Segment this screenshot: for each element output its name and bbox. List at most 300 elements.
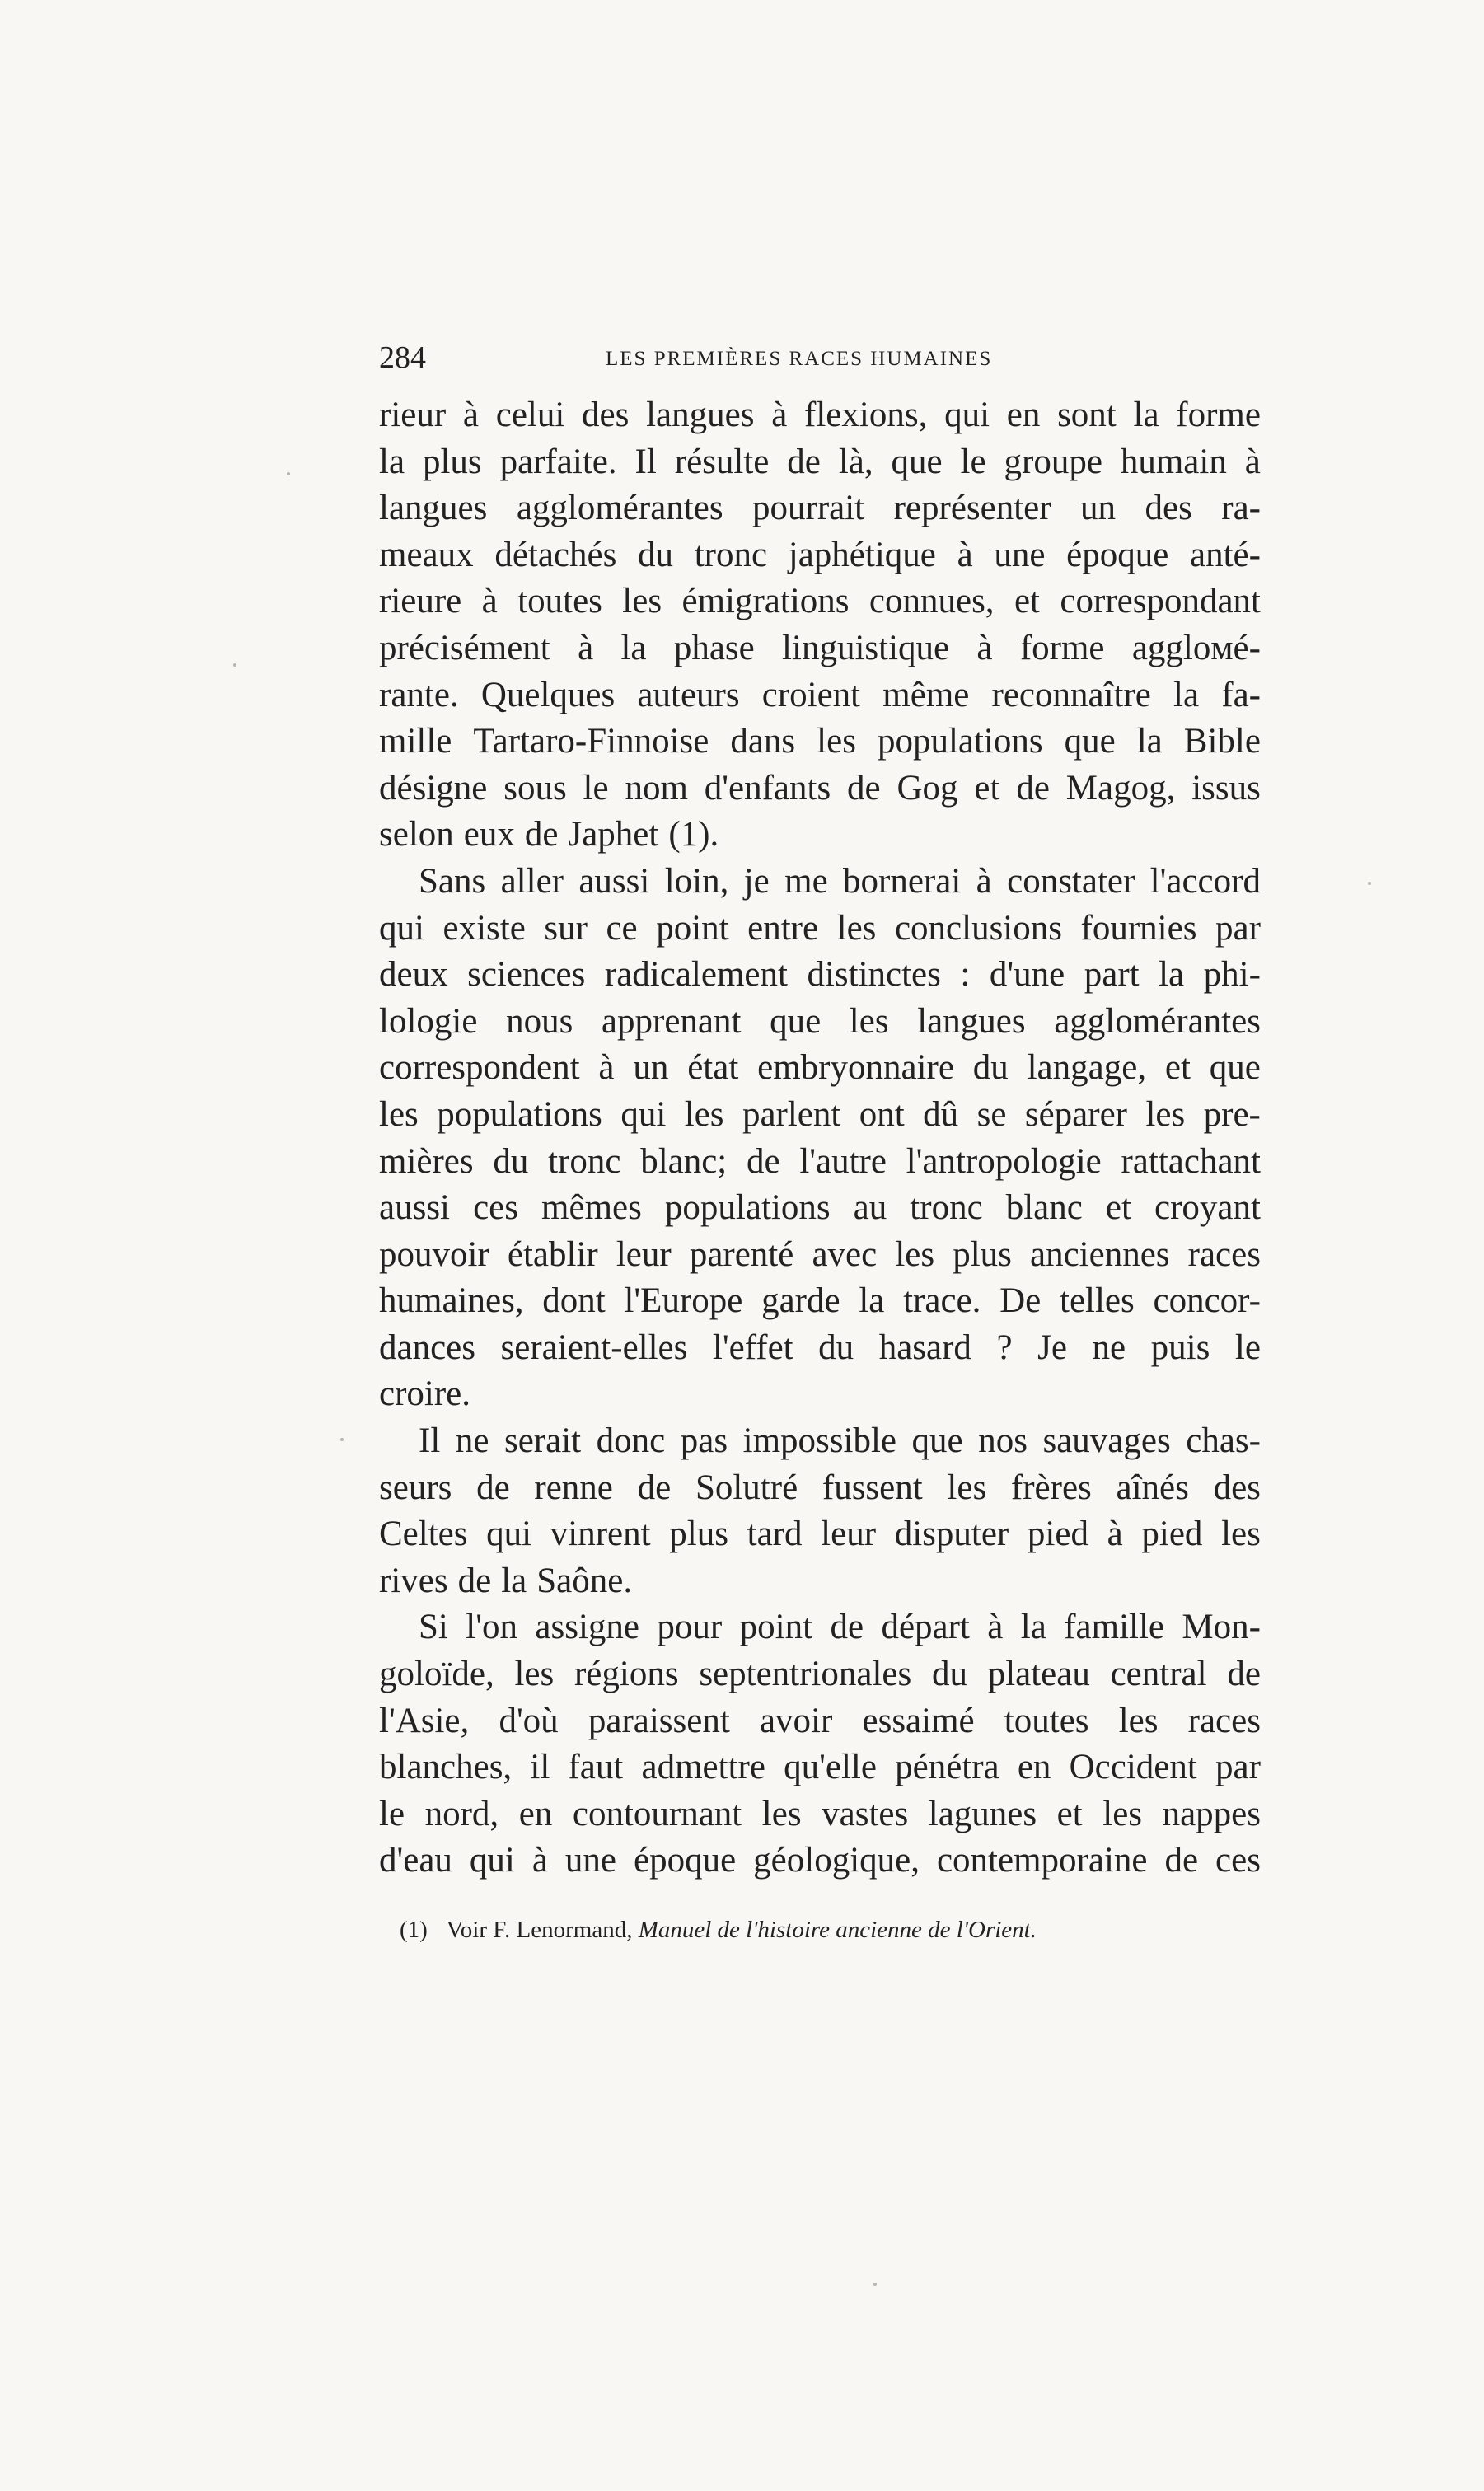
text-word: faut [568, 1748, 624, 1787]
text-word: la [1173, 675, 1200, 714]
text-word: garde [761, 1281, 840, 1321]
text-word: mêmes [541, 1188, 642, 1228]
text-word: en [1017, 1748, 1051, 1787]
text-word: leur [821, 1515, 877, 1554]
text-word: de [747, 1141, 780, 1181]
text-word: par [1215, 908, 1261, 948]
paper-speck [873, 2283, 877, 2286]
text-word: mille [379, 722, 452, 761]
text-word: radicalement [604, 955, 788, 995]
text-word: ont [859, 1094, 905, 1134]
text-line [379, 392, 1261, 439]
text-word: Il [634, 442, 657, 481]
text-word: seraient-elles [500, 1327, 688, 1367]
text-word: aînés [1116, 1468, 1189, 1507]
text-word: constater [1007, 861, 1135, 901]
text-word: ces [473, 1188, 518, 1228]
text-word: plateau [987, 1655, 1090, 1694]
text-word: du [931, 1655, 967, 1694]
text-word: Celtes [379, 1515, 468, 1554]
text-word: avoir [759, 1701, 833, 1740]
text-word: état [687, 1048, 739, 1088]
text-word: concor- [1153, 1281, 1261, 1321]
text-word: nos [978, 1421, 1028, 1461]
text-word: pénétra [895, 1748, 999, 1787]
text-word: auteurs [637, 675, 740, 714]
text-word: la [1136, 722, 1163, 761]
text-word: aussi [379, 1188, 450, 1228]
text-word: lologie [379, 1001, 478, 1041]
text-word: par [1215, 1748, 1261, 1787]
text-word: fa- [1221, 675, 1261, 714]
text-word: apprenant [601, 1001, 742, 1041]
text-word: trace. [903, 1281, 981, 1321]
text-word: sciences [467, 955, 586, 995]
text-word: Gog [896, 768, 958, 808]
text-word: résulte [674, 442, 770, 481]
text-word: vastes [822, 1794, 909, 1833]
text-word: croient [761, 675, 861, 714]
text-word: les [1145, 1094, 1186, 1134]
text-word: une [564, 1841, 617, 1880]
text-word: l'accord [1149, 861, 1261, 901]
text-word: correspondant [1060, 582, 1261, 621]
text-word: Sans [419, 861, 486, 901]
text-word: populations [664, 1188, 831, 1228]
text-word: telles [1060, 1281, 1135, 1321]
text-word: les [947, 1468, 987, 1507]
text-word: l'antropologie [906, 1141, 1102, 1181]
text-word: embryonnaire [757, 1048, 954, 1088]
text-word: (1). [668, 815, 719, 855]
text-word: point [739, 1608, 813, 1647]
text-word: les [1118, 1701, 1159, 1740]
text-word: que [1209, 1048, 1261, 1088]
text-line [379, 999, 1261, 1046]
text-word: agglomérantes [1054, 1001, 1261, 1041]
text-line [379, 1092, 1261, 1139]
text-line [379, 1698, 1261, 1745]
text-word: Je [1037, 1327, 1067, 1367]
text-word: en [1006, 396, 1041, 434]
text-word: l'autre [799, 1141, 887, 1181]
text-word: pour [657, 1608, 723, 1647]
text-word: à [1107, 1515, 1123, 1554]
text-word: régions [573, 1655, 679, 1694]
text-word: fussent [822, 1468, 923, 1507]
text-word: pied [1027, 1515, 1088, 1554]
text-word: le [960, 442, 986, 481]
body-text [379, 392, 1261, 1885]
text-word: Mon- [1182, 1608, 1261, 1647]
text-word: de [524, 815, 559, 855]
text-line [379, 906, 1261, 953]
text-word: reconnaître [991, 675, 1151, 714]
text-word: époque [1066, 535, 1169, 574]
text-word: désigne [379, 768, 488, 808]
text-word: contournant [572, 1794, 742, 1833]
text-line [379, 1604, 1261, 1651]
text-word: Il [419, 1421, 441, 1461]
text-word: forme [1176, 396, 1261, 434]
text-line [379, 1371, 1261, 1418]
text-word: tard [747, 1515, 803, 1554]
text-line [379, 1185, 1261, 1232]
text-line [379, 1139, 1261, 1186]
text-word: établir [507, 1234, 598, 1274]
text-word: de [637, 1468, 672, 1507]
text-word: mières [379, 1141, 474, 1181]
text-word: me [784, 861, 828, 901]
text-word: populations [877, 722, 1043, 761]
text-word: aussi [578, 861, 650, 901]
footnote [400, 1913, 1257, 1946]
text-word: rattachant [1121, 1141, 1261, 1181]
text-word: l'Asie, [379, 1701, 470, 1740]
text-word: famille [1064, 1608, 1165, 1647]
text-word: qui [486, 1515, 532, 1554]
text-word: loin, [664, 861, 729, 901]
text-word: les [817, 722, 856, 761]
text-word: essaimé [862, 1701, 975, 1740]
text-word: et [1056, 1794, 1083, 1833]
text-word: se [976, 1094, 1007, 1134]
text-line [379, 766, 1261, 812]
text-word: parlent [742, 1094, 841, 1134]
text-word: les [895, 1234, 935, 1274]
text-word: bornerai [843, 861, 962, 901]
text-word: de [1227, 1655, 1261, 1694]
text-word: eux [463, 815, 515, 855]
text-line [379, 719, 1261, 766]
text-word: japhétique [788, 535, 936, 574]
text-word: humain [1120, 442, 1227, 481]
text-word: forme [1019, 628, 1105, 667]
text-word: représenter [893, 489, 1051, 528]
text-word: à [976, 861, 992, 901]
text-word: ces [1215, 1841, 1261, 1880]
text-word: des [582, 396, 630, 434]
text-word: blanc [1005, 1188, 1083, 1228]
text-line [379, 1791, 1261, 1838]
text-word: qui [379, 908, 424, 948]
text-word: goloïde, [379, 1655, 494, 1694]
text-word: les [761, 1794, 802, 1833]
text-word: sous [503, 768, 567, 808]
text-word: détachés [494, 535, 617, 574]
text-word: au [853, 1188, 887, 1228]
text-word: rieur [379, 396, 447, 434]
text-line [379, 1838, 1261, 1885]
text-word: central [1110, 1655, 1207, 1694]
text-word: ce [606, 908, 638, 948]
text-word: du [818, 1327, 854, 1367]
text-word: langage, [1027, 1048, 1147, 1088]
text-word: les [1221, 1515, 1261, 1554]
text-word: départ [881, 1608, 970, 1647]
text-word: issus [1191, 768, 1261, 808]
text-word: Occident [1069, 1748, 1197, 1787]
text-word: hasard [878, 1327, 971, 1367]
text-line [379, 1278, 1261, 1325]
text-word: là, [838, 442, 873, 481]
text-word: les [379, 1094, 419, 1134]
text-word: fournies [1080, 908, 1197, 948]
text-word: linguistique [782, 628, 950, 667]
text-word: Bible [1183, 722, 1261, 761]
text-word: correspondent [379, 1048, 580, 1088]
text-word: toutes [517, 582, 602, 621]
text-word: nord, [424, 1794, 499, 1833]
text-word: dances [379, 1327, 475, 1367]
text-word: à [578, 628, 594, 667]
text-word: qui [469, 1841, 515, 1880]
text-line [379, 859, 1261, 906]
text-word: pas [680, 1421, 728, 1461]
text-word: les [1102, 1794, 1143, 1833]
text-word: sont [1057, 396, 1117, 434]
text-word: pourrait [752, 489, 865, 528]
text-word: Quelques [480, 675, 616, 714]
page-header [379, 338, 1261, 377]
text-word: langues [379, 489, 488, 528]
text-word: et [1105, 1188, 1131, 1228]
text-word: époque [634, 1841, 737, 1880]
text-word: Magog, [1065, 768, 1176, 808]
text-word: à [957, 535, 973, 574]
text-word: l'on [466, 1608, 517, 1647]
text-word: la [379, 442, 405, 481]
text-word: dans [730, 722, 796, 761]
text-word: De [999, 1281, 1042, 1321]
text-line [379, 1511, 1261, 1558]
text-word: avec [812, 1234, 878, 1274]
text-word: le [379, 1794, 405, 1833]
text-word: pied [1141, 1515, 1203, 1554]
text-word: il [530, 1748, 550, 1787]
text-word: puis [1150, 1327, 1210, 1367]
text-word: qui [620, 1094, 667, 1134]
text-word: de [830, 1608, 864, 1647]
text-word: toutes [1004, 1701, 1089, 1740]
text-word: frères [1010, 1468, 1092, 1507]
text-word: de [847, 768, 881, 808]
text-word: à [987, 1608, 1004, 1647]
text-word: qui [944, 396, 990, 434]
text-word: d'une [989, 955, 1065, 995]
text-word: des [1145, 489, 1192, 528]
text-word: meaux [379, 535, 474, 574]
text-word: du [638, 535, 674, 574]
text-word: aller [500, 861, 564, 901]
text-word: langues [646, 396, 755, 434]
text-word: à [531, 1841, 548, 1880]
text-word: précisément [379, 628, 550, 667]
text-word: croyant [1154, 1188, 1261, 1228]
text-line [379, 1465, 1261, 1512]
text-word: les [836, 908, 877, 948]
text-word: races [1187, 1234, 1261, 1274]
text-word: vinrent [550, 1515, 651, 1554]
text-word: : [960, 955, 971, 995]
text-word: même [882, 675, 970, 714]
text-word: leur [616, 1234, 672, 1274]
text-word: à [462, 396, 479, 434]
text-line [379, 672, 1261, 719]
text-word: une [994, 535, 1046, 574]
text-word: les [849, 1001, 889, 1041]
text-word: flexions, [804, 396, 928, 434]
text-word: la [859, 1281, 885, 1321]
text-word: la [1133, 396, 1159, 434]
page-number: 284 [379, 340, 426, 375]
text-word: les [684, 1094, 724, 1134]
text-line [379, 1418, 1261, 1465]
text-word: septentrionales [699, 1655, 912, 1694]
text-word: de [457, 1561, 492, 1600]
text-word: agglomérantes [516, 489, 723, 528]
text-word: les [622, 582, 662, 621]
text-word: tronc [910, 1188, 983, 1228]
text-word: des [1213, 1468, 1261, 1507]
text-word: la [620, 628, 647, 667]
text-line [379, 532, 1261, 579]
text-word: phi- [1203, 955, 1261, 995]
text-word: et [1014, 582, 1041, 621]
text-word: parenté [689, 1234, 794, 1274]
text-word: de [476, 1468, 510, 1507]
text-word: Japhet [568, 815, 659, 855]
text-line [379, 812, 1261, 859]
text-word: nom [625, 768, 688, 808]
text-word: celui [495, 396, 565, 434]
text-word: tronc [694, 535, 768, 574]
text-word: et [1164, 1048, 1191, 1088]
text-line [379, 439, 1261, 486]
text-word: que [770, 1001, 822, 1041]
text-word: renne [534, 1468, 613, 1507]
text-word: de [1016, 768, 1050, 808]
text-word: ? [996, 1327, 1013, 1367]
text-word: Solutré [695, 1468, 798, 1507]
text-word: les [514, 1655, 555, 1694]
paper-speck [287, 472, 290, 475]
text-word: plus [422, 442, 482, 481]
text-word: ne [1092, 1327, 1126, 1367]
text-word: anté- [1189, 535, 1261, 574]
text-word: un [633, 1048, 669, 1088]
text-word: groupe [1004, 442, 1102, 481]
text-word: le [1234, 1327, 1261, 1367]
text-word: lagunes [928, 1794, 1037, 1833]
text-word: la [1020, 1608, 1046, 1647]
text-word: chas- [1186, 1421, 1261, 1461]
text-word: blanches, [379, 1748, 513, 1787]
text-word: à [976, 628, 993, 667]
text-word: pouvoir [379, 1234, 489, 1274]
text-word: serait [503, 1421, 582, 1461]
text-word: distinctes [807, 955, 941, 995]
text-line [379, 578, 1261, 625]
text-word: selon [379, 815, 454, 855]
paper-speck [340, 1438, 344, 1441]
text-line [379, 952, 1261, 999]
paper-speck [1368, 882, 1371, 885]
text-line [379, 1045, 1261, 1092]
text-word: la [1159, 955, 1185, 995]
text-word: je [743, 861, 770, 901]
text-word: rante. [379, 675, 459, 714]
text-line [379, 485, 1261, 532]
text-word: dont [542, 1281, 606, 1321]
text-word: nous [506, 1001, 573, 1041]
text-word: à [481, 582, 498, 621]
text-word: l'Europe [624, 1281, 743, 1321]
text-word: que [891, 442, 943, 481]
text-word: tronc [548, 1141, 621, 1181]
running-title: LES PREMIÈRES RACES HUMAINES [606, 348, 993, 370]
text-line [379, 1744, 1261, 1791]
text-word: plus [669, 1515, 728, 1554]
text-word: langues [917, 1001, 1026, 1041]
text-word: émigrations [681, 582, 850, 621]
text-word: populations [437, 1094, 602, 1134]
text-word: existe [442, 908, 526, 948]
text-word: rives [379, 1561, 448, 1600]
text-word: la [501, 1561, 527, 1600]
footnote-lead: Voir F. Lenormand, [446, 1917, 633, 1943]
text-word: à [771, 396, 788, 434]
text-word: phase [673, 628, 755, 667]
text-word: ra- [1221, 489, 1261, 528]
text-word: d'eau [379, 1841, 452, 1880]
text-word: de [1164, 1841, 1199, 1880]
text-word: pre- [1203, 1094, 1261, 1134]
text-line [379, 625, 1261, 672]
text-word: qu'elle [784, 1748, 877, 1787]
text-word: assigne [535, 1608, 639, 1647]
text-word: séparer [1024, 1094, 1127, 1134]
text-word: parfaite. [499, 442, 617, 481]
text-line [379, 1325, 1261, 1372]
paper-speck [233, 663, 236, 667]
text-word: que [1064, 722, 1116, 761]
text-word: Saône. [536, 1561, 633, 1600]
text-word: un [1080, 489, 1117, 528]
text-word: du [493, 1141, 529, 1181]
text-word: disputer [894, 1515, 1009, 1554]
text-word: part [1084, 955, 1140, 995]
text-word: rieure [379, 582, 462, 621]
text-word: Si [419, 1608, 448, 1647]
text-word: géologique, [753, 1841, 920, 1880]
text-line [379, 1558, 1261, 1605]
text-word: conclusions [894, 908, 1062, 948]
text-word: l'effet [712, 1327, 793, 1367]
text-word: plus [953, 1234, 1012, 1274]
text-word: races [1187, 1701, 1261, 1740]
text-word: nappes [1162, 1794, 1261, 1833]
text-word: connues, [868, 582, 995, 621]
text-word: dû [923, 1094, 959, 1134]
text-line [379, 1651, 1261, 1698]
text-word: donc [596, 1421, 666, 1461]
text-word: le [583, 768, 609, 808]
text-word: à [1244, 442, 1261, 481]
text-word: admettre [641, 1748, 765, 1787]
text-line [379, 1232, 1261, 1279]
text-word: Tartaro-Finnoise [473, 722, 709, 761]
